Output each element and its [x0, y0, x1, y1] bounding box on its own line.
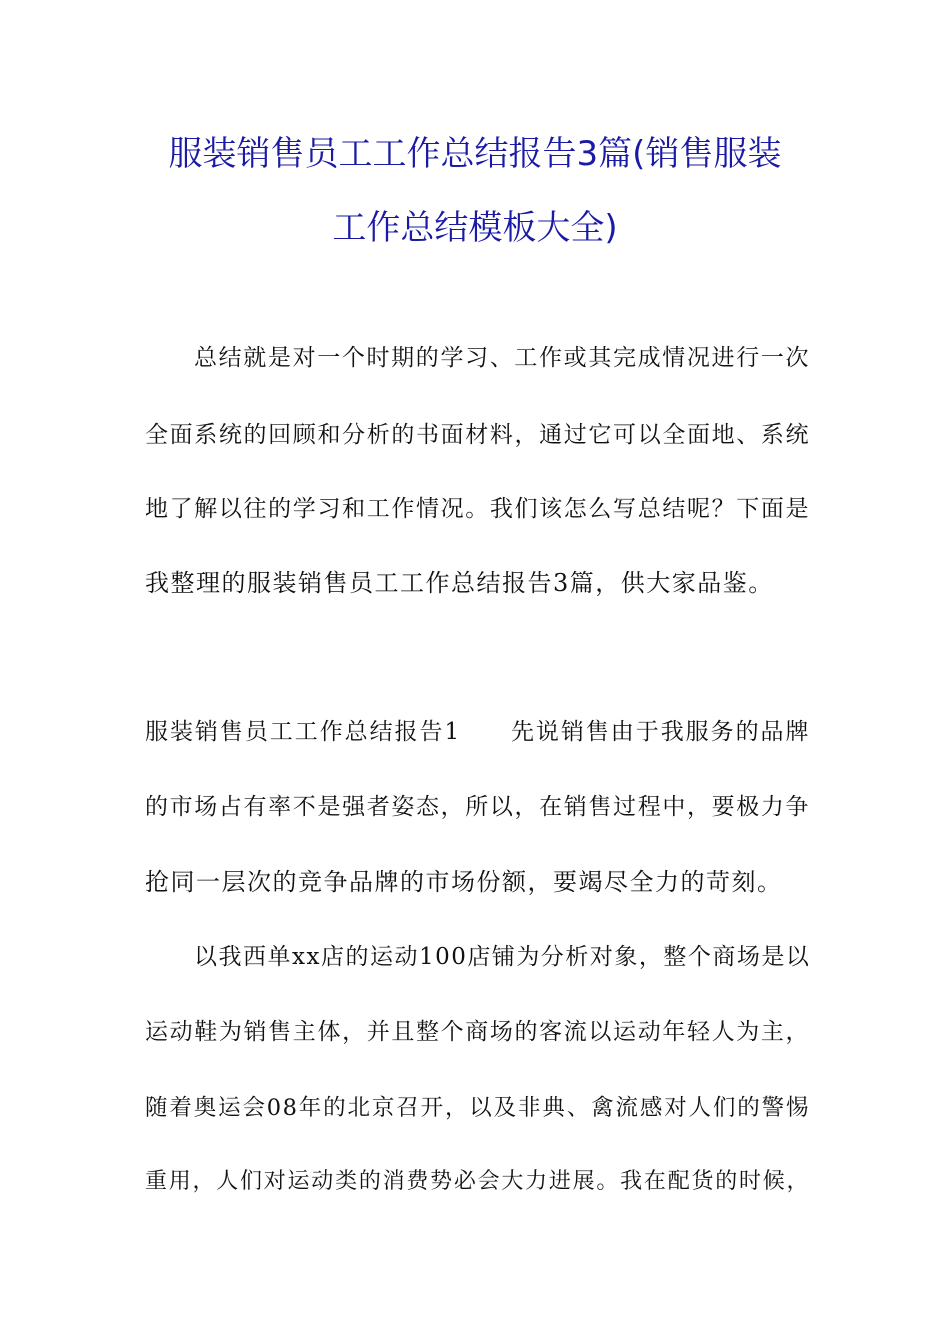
intro-paragraph-line-3: 地了解以往的学习和工作情况。我们该怎么写总结呢？下面是	[145, 496, 810, 522]
report-1-paragraph-line-3: 抢同一层次的竞争品牌的市场份额，要竭尽全力的苛刻。	[145, 868, 783, 896]
intro-paragraph-line-1: 总结就是对一个时期的学习、工作或其完成情况进行一次	[194, 345, 810, 371]
report-1-paragraph-line-2: 的市场占有率不是强者姿态，所以，在销售过程中，要极力争	[145, 794, 810, 820]
analysis-paragraph-line-2: 运动鞋为销售主体，并且整个商场的客流以运动年轻人为主，	[145, 1019, 810, 1045]
document-title-line-2: 工作总结模板大全)	[332, 208, 618, 248]
analysis-paragraph-line-4: 重用，人们对运动类的消费势必会大力进展。我在配货的时候，	[145, 1169, 810, 1194]
analysis-paragraph-line-3: 随着奥运会08年的北京召开，以及非典、禽流感对人们的警惕	[145, 1095, 810, 1121]
analysis-paragraph-line-1: 以我西单xx店的运动100店铺为分析对象，整个商场是以	[194, 944, 811, 970]
intro-paragraph-line-4: 我整理的服装销售员工工作总结报告3篇，供大家品鉴。	[145, 569, 774, 597]
report-1-paragraph-line-1: 服装销售员工工作总结报告1 先说销售由于我服务的品牌	[145, 719, 810, 745]
document-title-line-1: 服装销售员工工作总结报告3篇(销售服装	[168, 134, 782, 174]
intro-paragraph-line-2: 全面系统的回顾和分析的书面材料，通过它可以全面地、系统	[145, 422, 810, 448]
